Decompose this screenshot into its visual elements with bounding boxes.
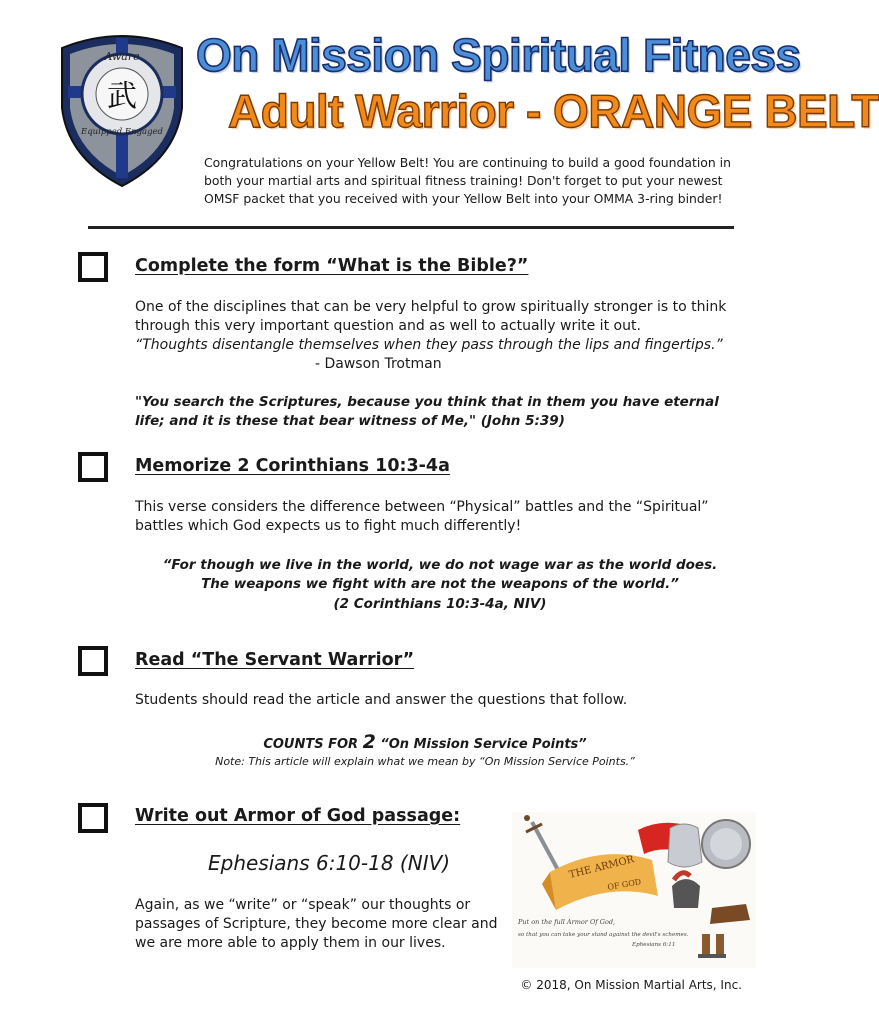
task-2-heading: Memorize 2 Corinthians 10:3-4a xyxy=(135,456,450,476)
task-4-body: Again, as we “write” or “speak” our thoughts or passages of Scripture, they become more clear and we are more able to apply them in our lives. xyxy=(135,897,498,951)
divider xyxy=(88,226,734,229)
omma-logo xyxy=(58,30,186,188)
task-3-counts xyxy=(135,731,715,753)
banner-line1: THE ARMOR xyxy=(568,854,636,881)
armor-caption-ref: Ephesians 6:11 xyxy=(632,942,676,948)
task-1-body: One of the disciplines that can be very helpful to grow spiritually stronger is to think through this very important question and as well to actually write it out. xyxy=(135,299,727,334)
task-4-checkbox[interactable] xyxy=(78,803,108,833)
logo-top-text: Aware xyxy=(104,50,140,63)
counts-prefix: COUNTS FOR xyxy=(263,737,359,752)
task-3-heading: Read “The Servant Warrior” xyxy=(135,650,415,670)
task-2-reference: (2 Corinthians 10:3-4a, NIV) xyxy=(333,596,547,612)
task-2-verse: “For though we live in the world, we do not wage war as the world does. The weapons we fight with are not the weapons of the world.” xyxy=(162,557,718,592)
copyright-footer: © 2018, On Mission Martial Arts, Inc. xyxy=(520,978,742,992)
task-1-attribution: - Dawson Trotman xyxy=(315,356,442,372)
task-1-checkbox[interactable] xyxy=(78,252,108,282)
logo-bottom-text: Equipped Engaged xyxy=(81,127,163,137)
task-4-passage: Ephesians 6:10-18 (NIV) xyxy=(208,851,451,875)
page-subtitle: Adult Warrior - ORANGE BELT xyxy=(228,85,879,137)
armor-caption-1: Put on the full Armor Of God, xyxy=(518,918,616,926)
task-3-body: Students should read the article and answer the questions that follow. xyxy=(135,692,628,708)
task-1-scripture: "You search the Scriptures, because you think that in them you have eternal life; and it is these that bear witness of Me," (John 5:39) xyxy=(135,394,719,429)
task-2-checkbox[interactable] xyxy=(78,452,108,482)
breastplate-icon xyxy=(668,824,702,867)
task-2-body: This verse considers the difference between “Physical” battles and the “Spiritual” battles which God expects us to fight much differently! xyxy=(135,499,709,534)
task-1-quote: “Thoughts disentangle themselves when they pass through the lips and fingertips.” xyxy=(135,337,723,353)
task-3-checkbox[interactable] xyxy=(78,646,108,676)
task-4-heading: Write out Armor of God passage: xyxy=(135,806,461,826)
banner-line2: OF GOD xyxy=(606,877,642,892)
page-title: On Mission Spiritual Fitness xyxy=(196,29,801,81)
task-1-heading: Complete the form “What is the Bible?” xyxy=(135,256,529,276)
armor-of-god-image xyxy=(512,812,756,968)
counts-suffix: “On Mission Service Points” xyxy=(380,737,587,752)
intro-paragraph: Congratulations on your Yellow Belt! You are continuing to build a good foundation in both your martial arts and spiritual fitness training! Don't forget to put your newest OMSF packet that you received with your Yellow Belt into your OMMA 3-ring binder! xyxy=(204,155,731,206)
counts-number: 2 xyxy=(362,731,376,753)
armor-caption-2: so that you can take your stand against the devil's schemes. xyxy=(518,932,689,938)
logo-glyph: 武 xyxy=(107,79,137,114)
task-3-note: Note: This article will explain what we mean by “On Mission Service Points.” xyxy=(215,755,635,768)
